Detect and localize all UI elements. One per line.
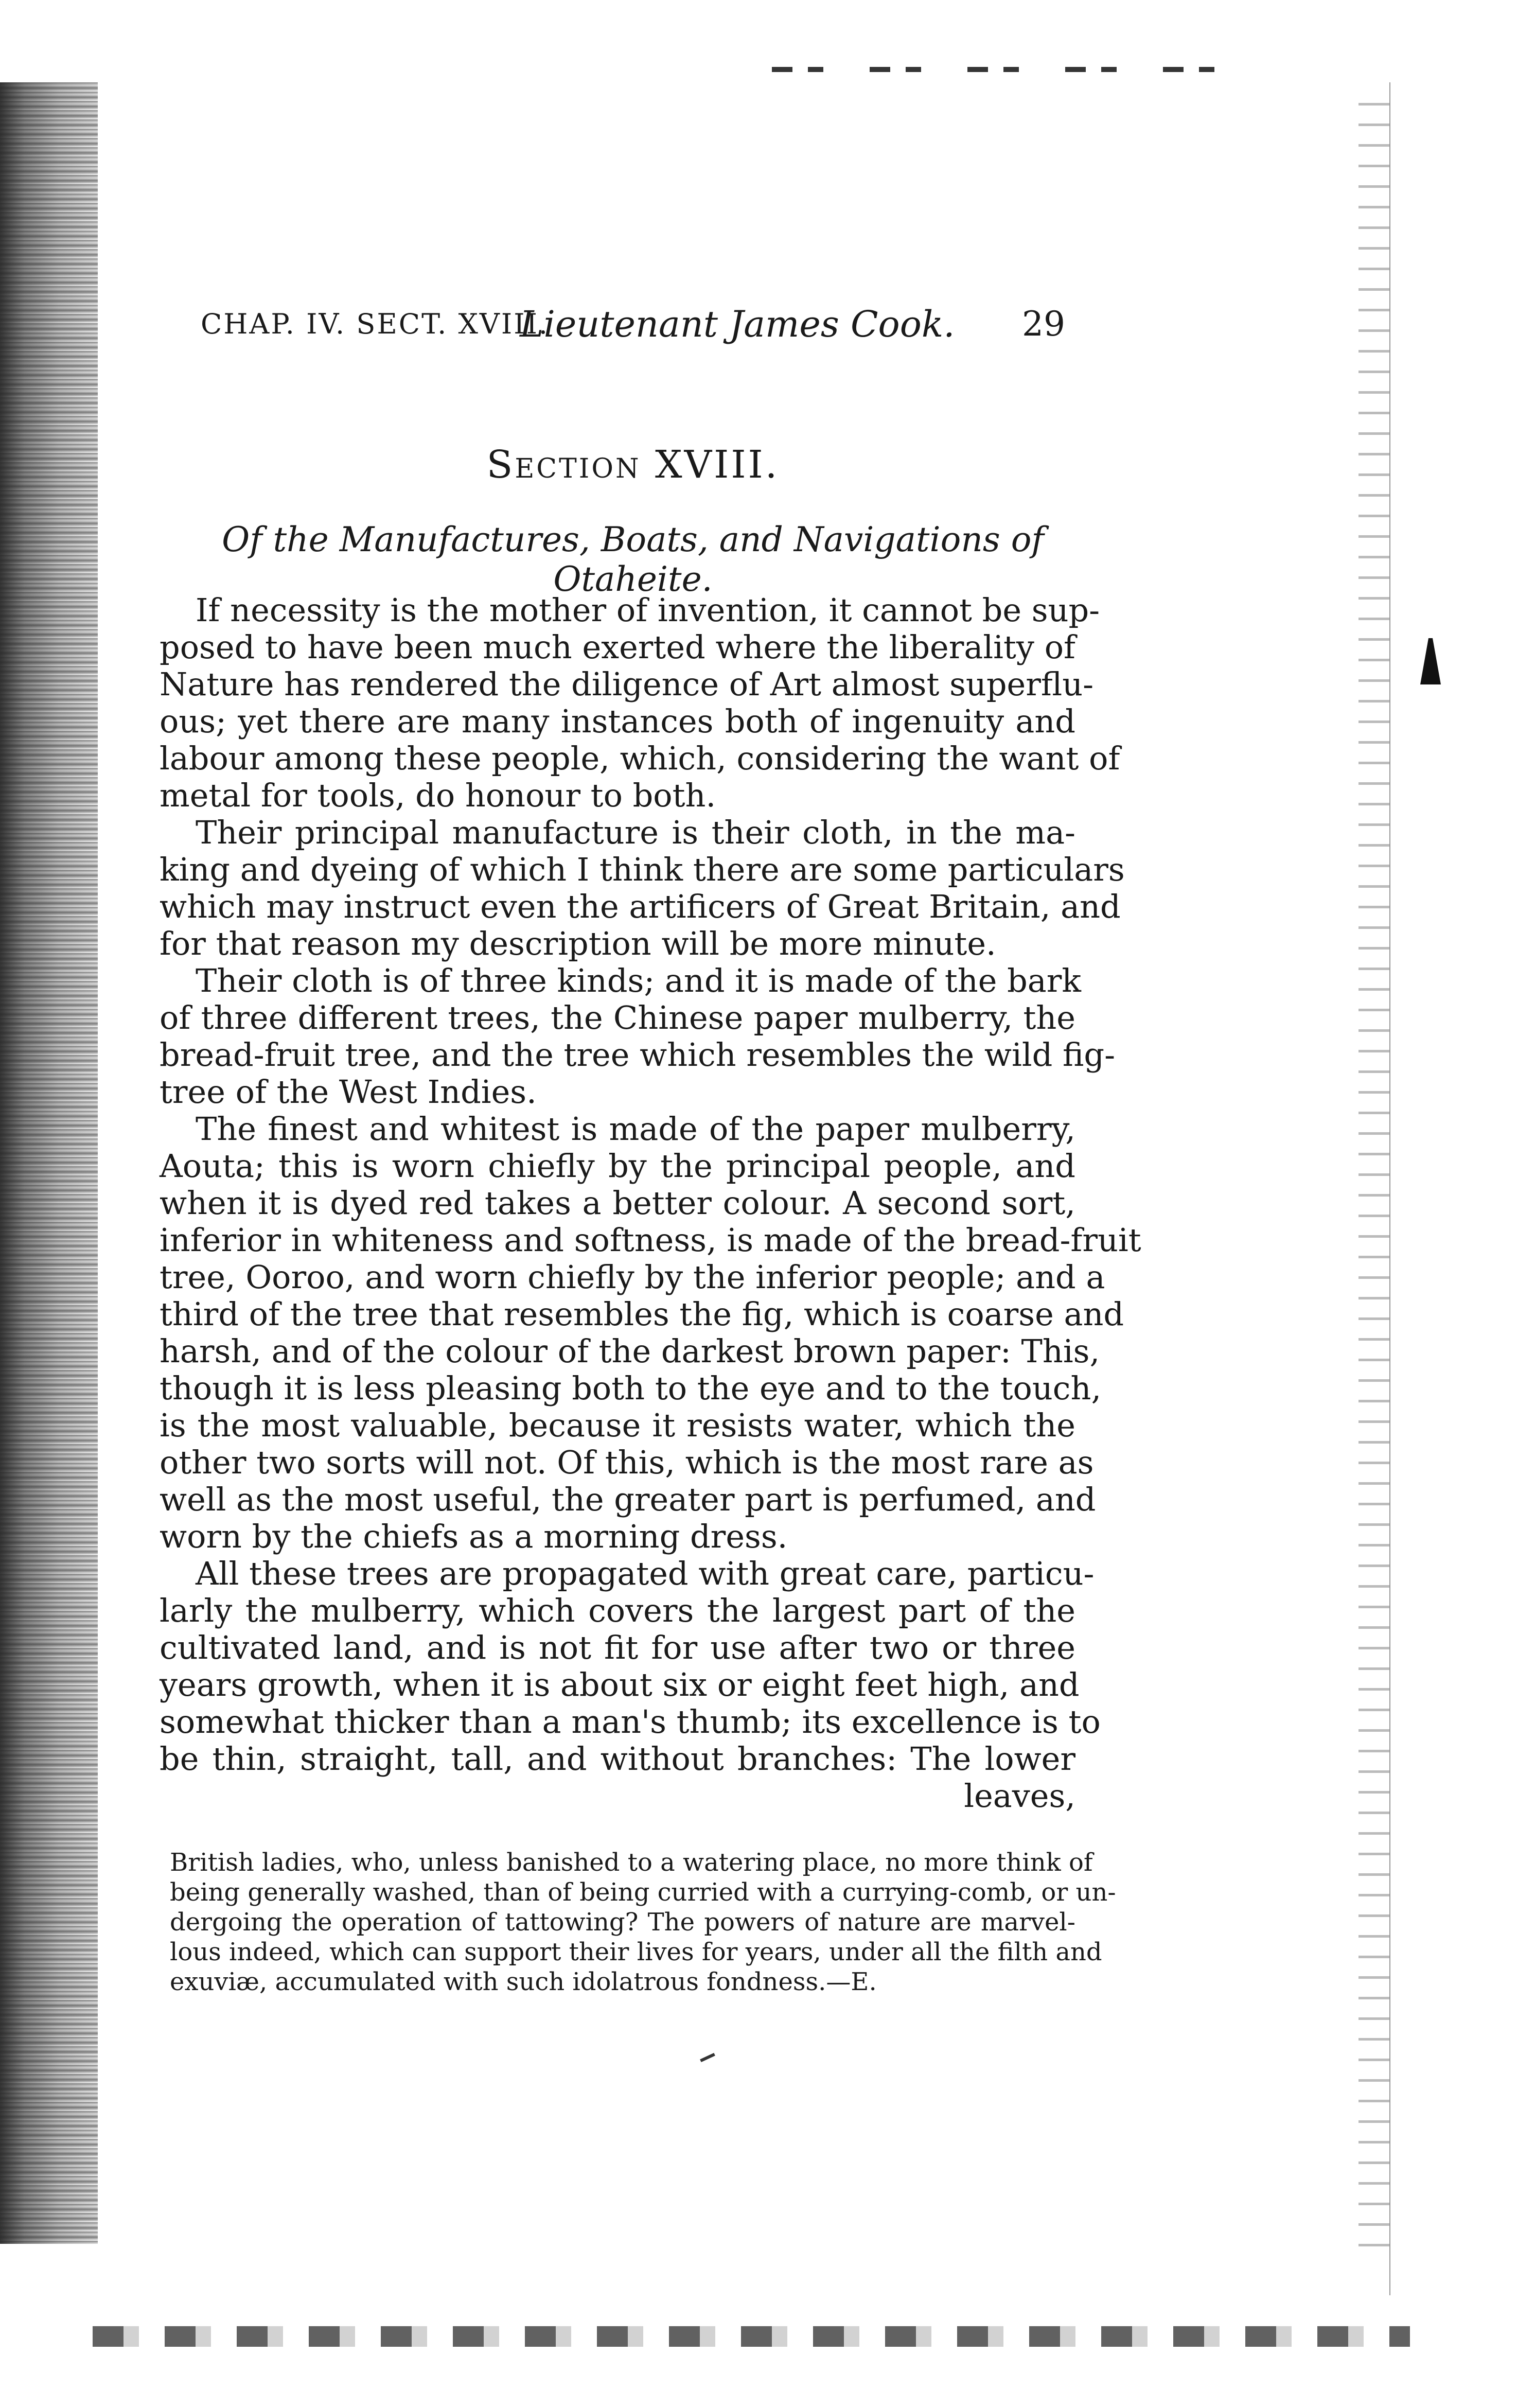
running-head: [201, 304, 1065, 345]
body-line: years growth, when it is about six or eight feet high, and: [160, 1666, 1080, 1703]
body-line: ous; yet there are many instances both of ingenuity and: [160, 702, 1075, 740]
scan-bottom-edge: [93, 2326, 1410, 2347]
footnote-line: exuviæ, accumulated with such idolatrous fondness.—E.: [170, 1967, 877, 1996]
body-line: tree, Ooroo, and worn chiefly by the inferior people; and a: [160, 1258, 1105, 1296]
body-line: somewhat thicker than a man's thumb; its excellence is to: [160, 1703, 1101, 1741]
body-line: when it is dyed red takes a better colour. A second sort,: [160, 1184, 1075, 1222]
body-line: Aouta; this is worn chiefly by the principal people, and: [160, 1147, 1075, 1185]
body-line: third of the tree that resembles the fig, which is coarse and: [160, 1295, 1124, 1333]
body-line: labour among these people, which, considering the want of: [160, 740, 1120, 777]
body-line: larly the mulberry, which covers the largest part of the: [160, 1592, 1075, 1629]
body-line: cultivated land, and is not fit for use after two or three: [160, 1629, 1075, 1666]
scan-top-rule: [772, 67, 1261, 72]
section-subtitle: Of the Manufactures, Boats, and Navigations of Otaheite.: [222, 520, 1044, 599]
body-line: harsh, and of the colour of the darkest brown paper: This,: [160, 1332, 1100, 1370]
body-line: Nature has rendered the diligence of Art almost superflu-: [160, 665, 1094, 703]
body-line: well as the most useful, the greater part is perfumed, and: [160, 1481, 1096, 1518]
body-line: Their principal manufacture is their cloth, in the ma-: [196, 814, 1075, 851]
body-line: metal for tools, do honour to both.: [160, 777, 716, 814]
body-line: though it is less pleasing both to the eye and to the touch,: [160, 1369, 1102, 1407]
footnote-line: lous indeed, which can support their lives for years, under all the filth and: [170, 1938, 1102, 1966]
footnote-line: British ladies, who, unless banished to a watering place, no more think of: [170, 1848, 1093, 1877]
body-line: of three different trees, the Chinese paper mulberry, the: [160, 999, 1075, 1036]
footnote-line: being generally washed, than of being curried with a currying-comb, or un-: [170, 1878, 1116, 1907]
page-number: 29: [1022, 304, 1065, 344]
body-line: All these trees are propagated with great care, particu-: [196, 1555, 1095, 1592]
body-line: bread-fruit tree, and the tree which resembles the wild fig-: [160, 1036, 1116, 1074]
body-line: other two sorts will not. Of this, which is the most rare as: [160, 1444, 1094, 1481]
catchword: leaves,: [964, 1777, 1075, 1815]
body-text: [160, 591, 1141, 1815]
scan-right-edge: [1358, 103, 1389, 2264]
page-frame-line: [1389, 82, 1390, 2295]
body-line: for that reason my description will be more minute.: [160, 925, 996, 962]
body-line: inferior in whiteness and softness, is made of the bread-fruit: [160, 1221, 1141, 1259]
section-heading: Section XVIII.: [486, 443, 780, 487]
body-line: is the most valuable, because it resists water, which the: [160, 1407, 1075, 1444]
running-head-title: Lieutenant James Cook.: [520, 303, 955, 345]
body-line: posed to have been much exerted where the liberality of: [160, 628, 1075, 666]
footnote-line: dergoing the operation of tattowing? The powers of nature are marvel-: [170, 1908, 1075, 1937]
page-marker-tab: [1420, 638, 1441, 684]
running-head-chapter: CHAP. IV. SECT. XVIII.: [201, 308, 550, 340]
body-line: which may instruct even the artificers of Great Britain, and: [160, 888, 1121, 925]
body-line: tree of the West Indies.: [160, 1073, 537, 1111]
body-line: be thin, straight, tall, and without branches: The lower: [160, 1740, 1075, 1778]
body-line: If necessity is the mother of invention, it cannot be sup-: [196, 591, 1100, 629]
body-line: The finest and whitest is made of the paper mulberry,: [196, 1110, 1075, 1148]
body-line: worn by the chiefs as a morning dress.: [160, 1518, 788, 1555]
body-line: king and dyeing of which I think there are some particulars: [160, 851, 1125, 888]
binding-edge-shadow: [0, 82, 98, 2244]
footnote: [170, 1848, 1116, 1997]
stray-ink-mark: [700, 2053, 715, 2062]
body-line: Their cloth is of three kinds; and it is made of the bark: [196, 962, 1081, 999]
